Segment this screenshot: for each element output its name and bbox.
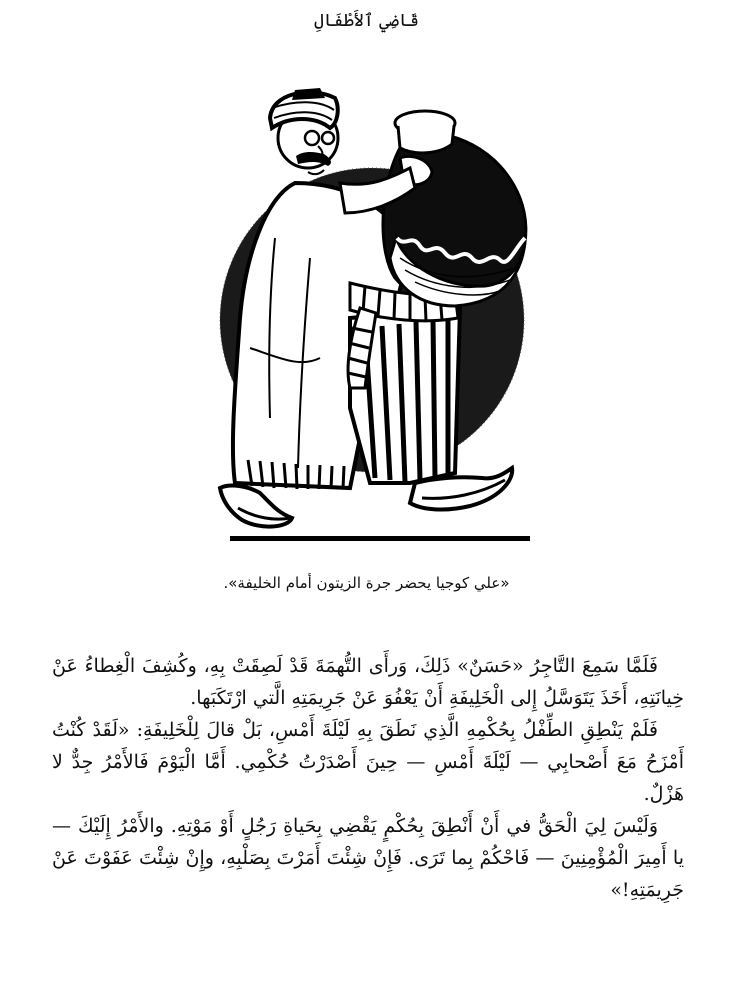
page-header-title: قَاضِي ٱلأَطْفَالِ <box>313 11 419 31</box>
merchant-carrying-olive-jar-illustration <box>200 88 540 550</box>
body-text <box>52 650 684 906</box>
paragraph: فَلَمَّا سَمِعَ التَّاجِرُ «حَسَنٌ» ذَلِكَ، وَرأَى التُّهمَةَ قَدْ لَصِقَتْ بِهِ، وكُشِفَ الْغِطاءُ عَنْ خِيانَتِهِ، أَخَذَ يَتَوَسَّلُ إِلى الْخَلِيفَةِ أَنْ يَعْفُوَ عَنْ جَرِيمَتِهِ الَّتي ارْتَكَبَها. <box>52 655 684 709</box>
paragraph: فَلَمْ يَنْطِقِ الطِّفْلُ بِحُكْمِهِ الَّذِي نَطَقَ بِهِ لَيْلَةَ أَمْسِ، بَلْ قالَ لِلْخَلِيفَةِ: «لَقَدْ كُنْتُ أَمْزَحُ مَعَ أَصْحابِي — لَيْلَةَ أَمْسِ — حِينَ أَصْدَرْتُ حُكْمِي. أَمَّا الْيَوْمَ فَالأَمْرُ جِدٌّ لا هَزْلٌ. <box>52 719 684 805</box>
figure-caption: «علي كوجيا يحضر جرة الزيتون أمام الخليفة». <box>223 574 510 592</box>
paragraph: وَلَيْسَ لِيَ الْحَقُّ في أَنْ أَنْطِقَ بِحُكْمٍ يَقْضِي بِحَياةِ رَجُلٍ أَوْ مَوْتِهِ. والأَمْرُ إِلَيْكَ — يا أَمِيرَ الْمُؤْمِنِينَ — فَاحْكُمْ بِما تَرَى. فَإِنْ شِئْتَ أَمَرْتَ بِصَلْبِهِ، وإِنْ شِئْتَ عَفَوْتَ عَنْ جَرِيمَتِهِ!» <box>52 815 684 901</box>
